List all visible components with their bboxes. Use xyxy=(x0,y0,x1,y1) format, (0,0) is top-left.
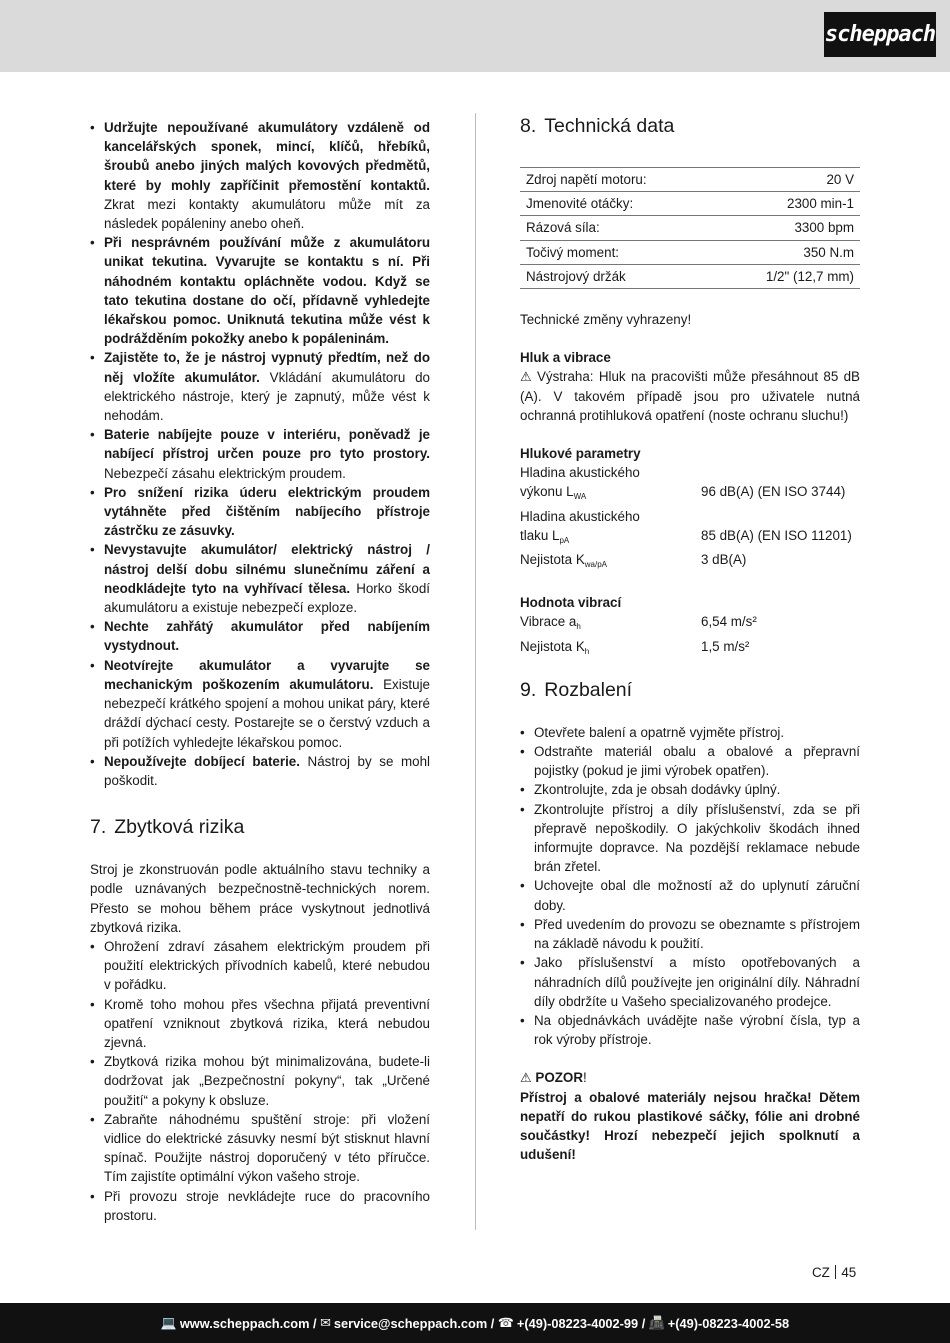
table-row: Nástrojový držák 1/2" (12,7 mm) xyxy=(520,264,860,288)
column-divider xyxy=(475,113,476,1230)
footer-fax: +(49)-08223-4002-58 xyxy=(667,1315,790,1331)
unpacking-item: • Uchovejte obal dle možností až do uplynutí záruční doby. xyxy=(520,876,860,914)
residual-risk-item: • Zbytková rizika mohou být minimalizována, budete-li dodržovat jak „Bezpečnostní pokyny“, tak „Určené použití“ a pokyny k obsluze. xyxy=(90,1052,430,1110)
power-label-line1: Hladina akustického xyxy=(520,465,640,481)
technical-changes-note: Technické změny vyhrazeny! xyxy=(520,312,692,328)
section-9-heading: 9. Rozbalení xyxy=(520,678,633,701)
right-column xyxy=(520,113,860,1164)
section-7-heading: 7. Zbytková rizika xyxy=(90,816,245,839)
page-number: CZ 45 xyxy=(812,1265,857,1280)
residual-risk-item: • Kromě toho mohou přes všechna přijatá preventivní opatření vzniknout zbytková rizika, která nebudou zjevná. xyxy=(90,995,430,1053)
scheppach-logo: scheppach xyxy=(824,12,936,57)
table-row: Točivý moment: 350 N.m xyxy=(520,240,860,264)
residual-risk-item: • Zabraňte náhodnému spuštění stroje: při vložení vidlice do elektrické zásuvky nesmí být stisknut hlavní spínač. Použijte nástroj doporučený v této příručce. Tím zajistíte optimální výkon vašeho stroje. xyxy=(90,1110,430,1187)
safety-bullet: • Nepoužívejte dobíjecí baterie. Nástroj by se mohl poškodit. xyxy=(90,752,430,790)
power-row: výkonu $L_{WA}$ 96 dB(A) (EN ISO 3744) xyxy=(520,484,846,502)
pressure-row: tlaku $L_{pA}$ 85 dB(A) (EN ISO 11201) xyxy=(520,527,852,545)
safety-bullet: • Nevystavujte akumulátor/ elektrický nástroj / nástroj delší dobu silnému slunečnímu záření a neodkládejte tyto na vyhřívací tělesa. Horko škodí akumulátoru a existuje nebezpečí exploze. xyxy=(90,540,430,617)
safety-bullet: • Zajistěte to, že je nástroj vypnutý předtím, než do něj vložíte akumulátor. Vkládání akumulátoru do elektrického nástroje, který je zapnutý, může vést k nehodám. xyxy=(90,348,430,425)
safety-bullet: • Při nesprávném používání může z akumulátoru unikat tekutina. Vyvarujte se kontaktu s ní. Při náhodném kontaktu opláchněte vodou. Když se tato tekutina dostane do očí, přídavně vyhledejte lékařskou pomoc. Uniknutá tekutina může vést k podrážděním pokožky anebo k popáleninám. xyxy=(90,233,430,348)
caution-text: Přístroj a obalové materiály nejsou hračka! Dětem nepatří do rukou plastikové sáčky, fólie ani drobné součástky! Hrozí nebezpečí jejich spolknutí a udušení! xyxy=(520,1089,860,1163)
safety-bullet: • Udržujte nepoužívané akumulátory vzdáleně od kancelářských sponek, mincí, klíčů, hřebíků, šroubů anebo jiných malých kovových předmětů, které by mohly zapříčinit přemostění kontaktů. Zkrat mezi kontakty akumulátoru může mít za následek popáleniny anebo oheň. xyxy=(90,118,430,233)
page-header-band xyxy=(0,0,950,72)
unpacking-item: • Před uvedením do provozu se obeznamte s přístrojem na základě návodu k použití. xyxy=(520,915,860,953)
vibration-row: Vibrace $a_h$ 6,54 m/s² xyxy=(520,614,757,632)
fax-icon: 📠 xyxy=(648,1315,665,1330)
residual-risk-list xyxy=(90,937,430,1225)
residual-risk-item: • Ohrožení zdraví zásahem elektrickým proudem při použití elektrických přívodních kabelů, které nebudou v pořádku. xyxy=(90,937,430,995)
noise-warning: ⚠ Výstraha: Hluk na pracovišti může přesáhnout 85 dB (A). V takovém případě jsou pro uživatele nutná ochranná protihluková opatření (noste ochranu sluchu!) xyxy=(520,369,860,423)
left-column xyxy=(90,118,430,1225)
footer-web: www.scheppach.com / xyxy=(179,1315,317,1331)
contact-footer xyxy=(0,1303,950,1343)
section-7-intro: Stroj je zkonstruován podle aktuálního stavu techniky a podle uznávaných bezpečnostně-technických norem. Přesto se mohou během práce vyskytnout jednotlivá zbytková rizika. xyxy=(90,862,430,935)
warning-triangle-icon: ⚠ xyxy=(520,369,532,385)
footer-mail: service@scheppach.com / xyxy=(333,1315,495,1331)
unpacking-item: • Zkontrolujte, zda je obsah dodávky úplný. xyxy=(520,780,860,799)
unpacking-item: • Jako příslušenství a místo opotřebovaných a náhradních dílů používejte jen originální díly. Náhradní díly obdržíte u Vašeho specializovaného prodejce. xyxy=(520,953,860,1011)
safety-bullet: • Nechte zahřátý akumulátor před nabíjením vystydnout. xyxy=(90,617,430,655)
safety-bullet: • Neotvírejte akumulátor a vyvarujte se mechanickým poškozením akumulátoru. Existuje nebezpečí krátkého spojení a mohou unikat páry, které dráždí dýchací cesty. Postarejte se o čerstvý vzduch a při potížích vyhledejte lékařskou pomoc. xyxy=(90,656,430,752)
unpacking-item: • Na objednávkách uvádějte naše výrobní čísla, typ a rok výroby přístroje. xyxy=(520,1011,860,1049)
safety-bullet: • Baterie nabíjejte pouze v interiéru, poněvadž je nabíjecí přístroj určen pouze pro tyto prostory. Nebezpečí zásahu elektrickým proudem. xyxy=(90,425,430,483)
table-row: Zdroj napětí motoru: 20 V xyxy=(520,168,860,192)
unpacking-list xyxy=(520,723,860,1049)
mail-icon: ✉ xyxy=(320,1315,331,1330)
section-8-heading: 8. Technická data xyxy=(520,115,675,137)
unpacking-item: • Odstraňte materiál obalu a obalové a přepravní pojistky (pokud je jimi výrobek opatřen). xyxy=(520,742,860,780)
vibration-heading: Hodnota vibrací xyxy=(520,595,622,611)
table-row: Jmenovité otáčky: 2300 min-1 xyxy=(520,192,860,216)
technical-data-table xyxy=(520,167,860,289)
footer-phone: +(49)-08223-4002-99 / xyxy=(516,1315,646,1331)
unpacking-item: • Zkontrolujte přístroj a díly příslušenství, zda se při přepravě nepoškodily. O jakýchkoliv škodách ihned informujte dopravce. Na pozdější reklamace nebude brán zřetel. xyxy=(520,800,860,877)
warning-triangle-icon: ⚠ xyxy=(520,1070,532,1086)
table-row: Rázová síla: 3300 bpm xyxy=(520,216,860,240)
noise-params xyxy=(520,463,860,574)
unpacking-item: • Otevřete balení a opatrně vyjměte přístroj. xyxy=(520,723,860,742)
caution-heading: ⚠ POZOR! xyxy=(520,1068,860,1087)
safety-bullet: • Pro snížení rizika úderu elektrickým proudem vytáhněte před čištěním nabíjecího přístroje zástrčku ze zásuvky. xyxy=(90,483,430,541)
pressure-label-line1: Hladina akustického xyxy=(520,508,640,524)
safety-bullet-list xyxy=(90,118,430,790)
phone-icon: ☎ xyxy=(497,1315,514,1330)
uncertainty-row: Nejistota $K_{wa/pA}$ 3 dB(A) xyxy=(520,552,747,570)
residual-risk-item: • Při provozu stroje nevkládejte ruce do pracovního prostoru. xyxy=(90,1187,430,1225)
vibration-uncertainty-row: Nejistota $K_h$ 1,5 m/s² xyxy=(520,638,750,656)
noise-params-heading: Hlukové parametry xyxy=(520,446,641,462)
computer-icon: 💻 xyxy=(160,1315,177,1330)
noise-heading: Hluk a vibrace xyxy=(520,350,611,366)
